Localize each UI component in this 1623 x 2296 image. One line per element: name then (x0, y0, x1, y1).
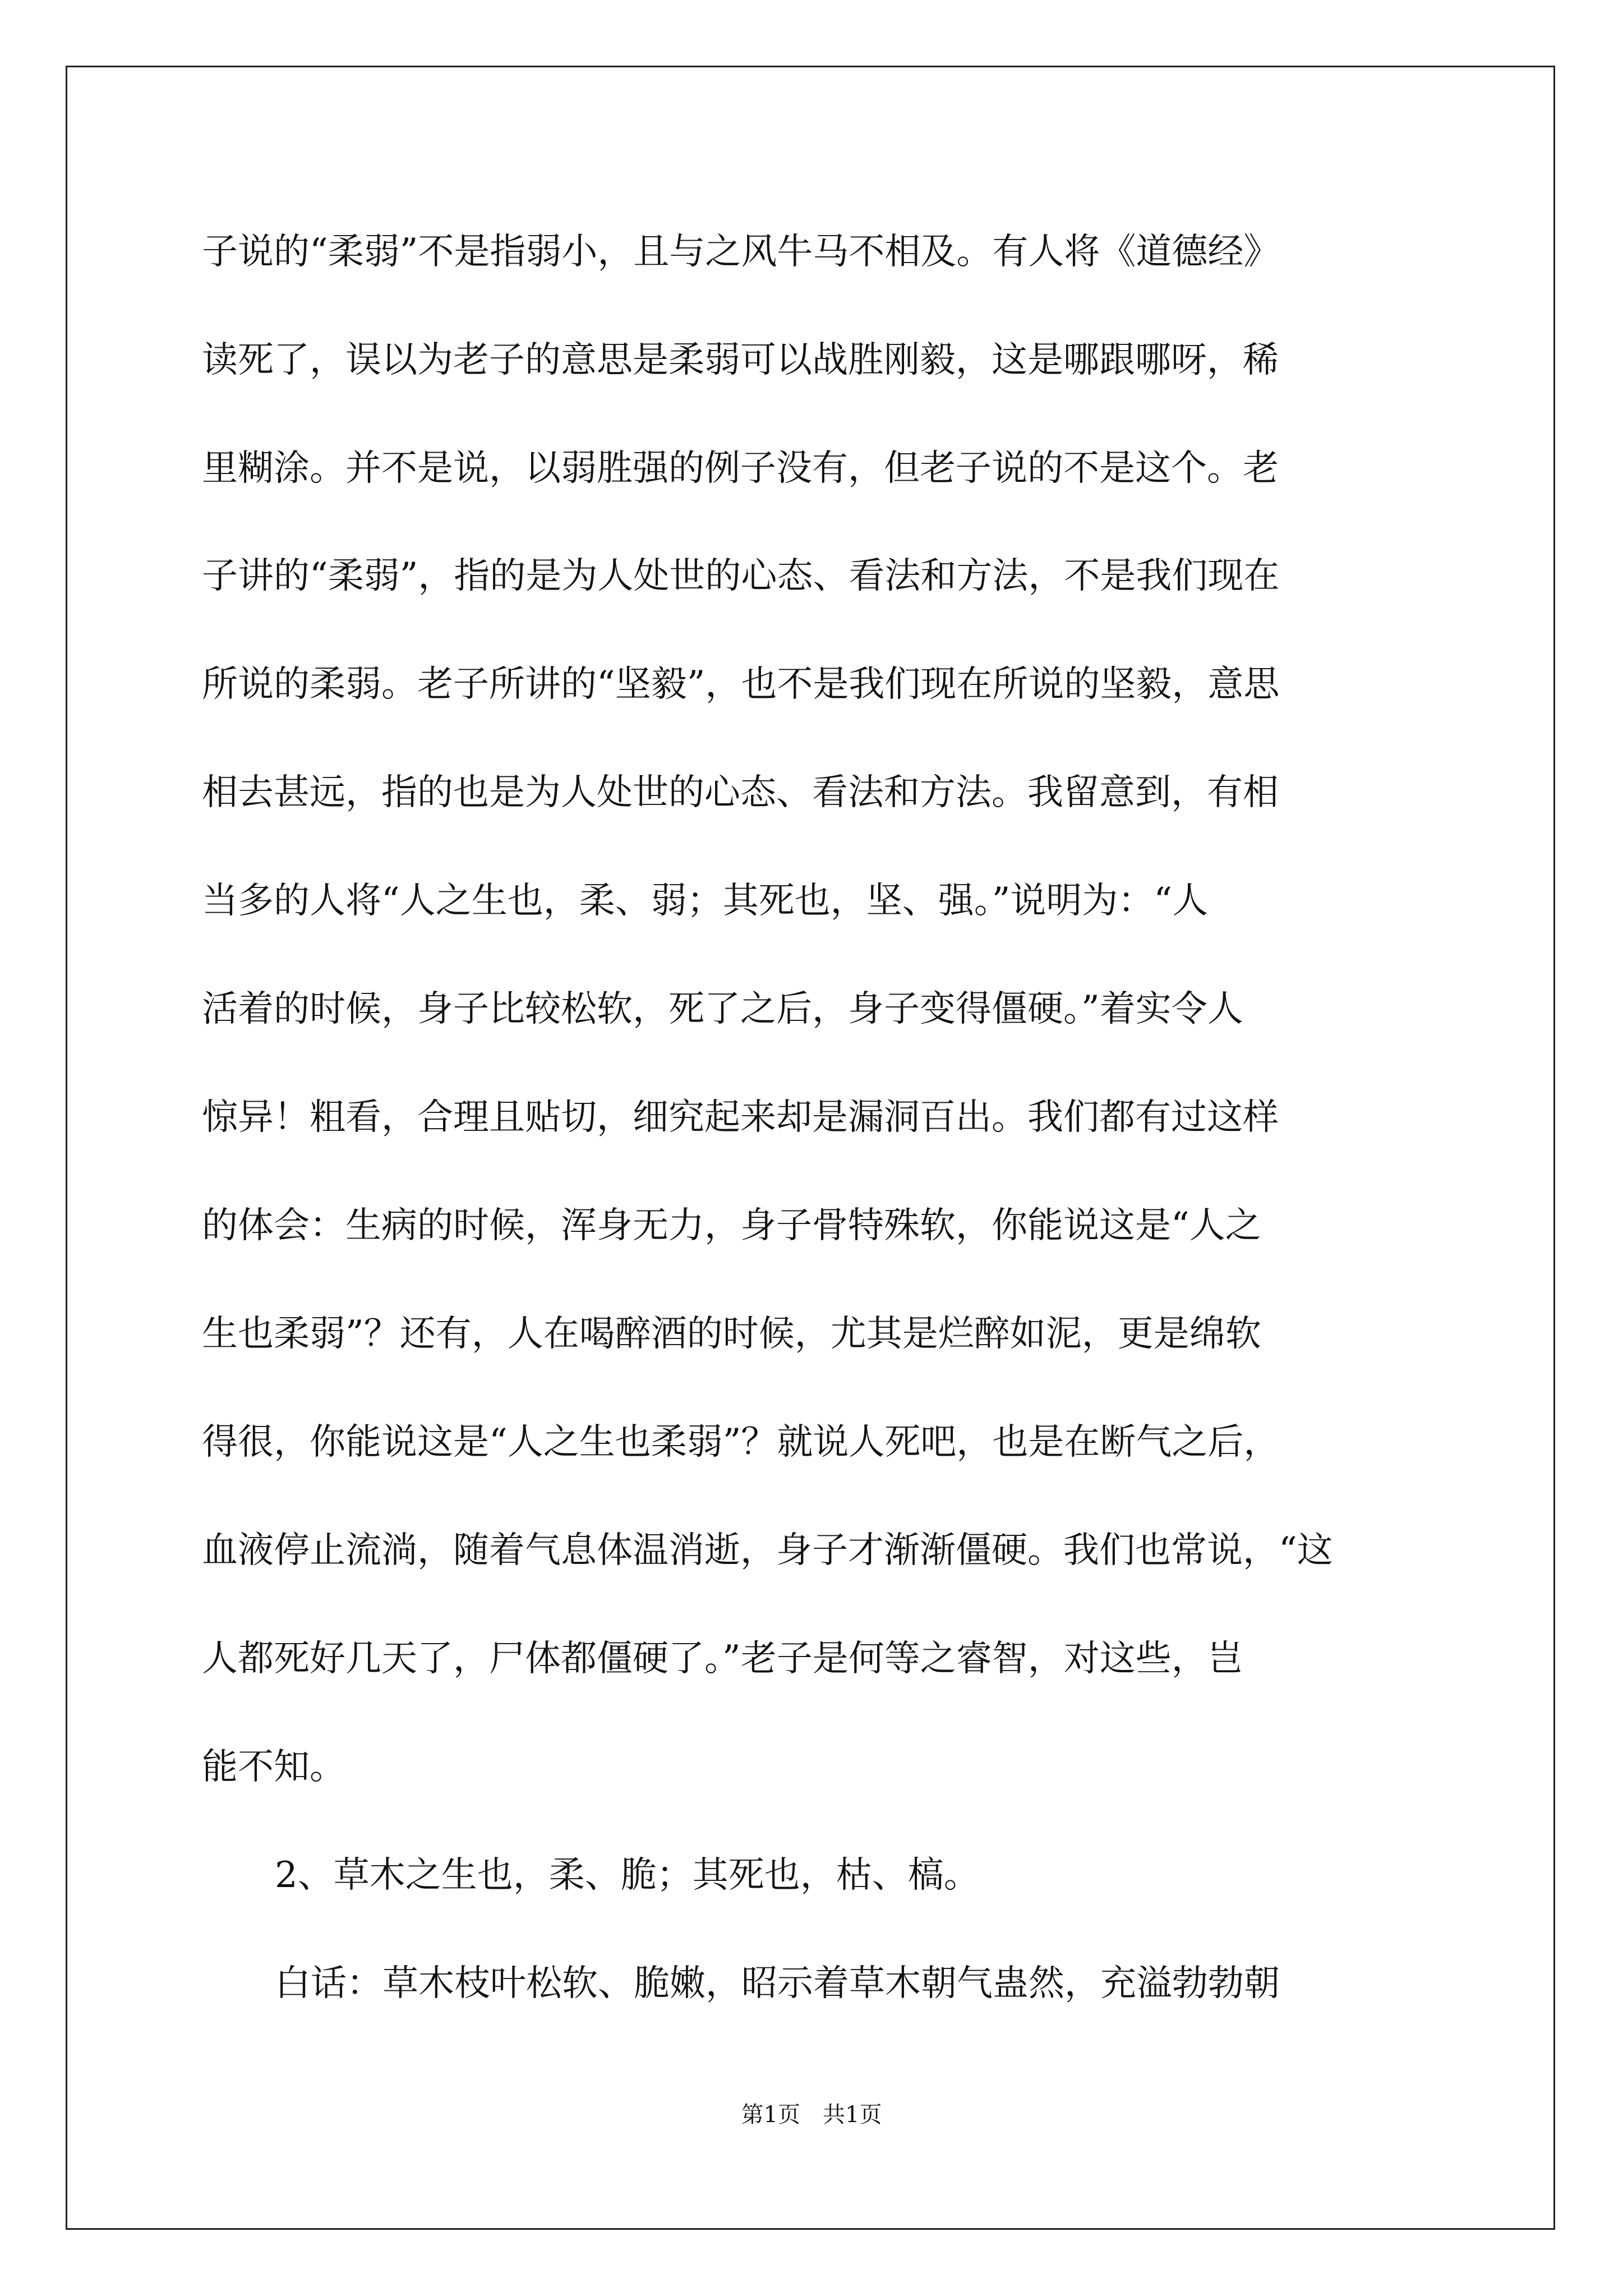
text-line-5: 所说的柔弱。老子所讲的“坚毅”，也不是我们现在所说的坚毅，意思 (202, 664, 1280, 705)
page-border (66, 66, 1555, 2230)
page-footer: 第1页 共1页 (741, 2102, 882, 2128)
text-line-15: 能不知。 (202, 1746, 345, 1788)
text-line-14: 人都死好几天了，尸体都僵硬了。”老子是何等之睿智，对这些，岂 (202, 1638, 1243, 1680)
text-line-4: 子讲的“柔弱”，指的是为人处世的心态、看法和方法，不是我们现在 (202, 555, 1280, 597)
text-line-3: 里糊涂。并不是说，以弱胜强的例子没有，但老子说的不是这个。老 (202, 448, 1279, 489)
text-line-6: 相去甚远，指的也是为人处世的心态、看法和方法。我留意到，有相 (202, 772, 1279, 813)
text-line-10: 的体会：生病的时候，浑身无力，身子骨特殊软，你能说这是“人之 (202, 1205, 1261, 1246)
text-line-12: 得很，你能说这是“人之生也柔弱”？就说人死吧，也是在断气之后， (202, 1421, 1280, 1463)
text-line-7: 当多的人将“人之生也，柔、弱；其死也，坚、强。”说明为：“人 (202, 880, 1209, 922)
text-line-9: 惊异！粗看，合理且贴切，细究起来却是漏洞百出。我们都有过这样 (202, 1097, 1279, 1138)
text-line-8: 活着的时候，身子比较松软，死了之后，身子变得僵硬。”着实令人 (202, 988, 1243, 1030)
text-line-17: 白话：草木枝叶松软、脆嫩，昭示着草木朝气蛊然，充溢勃勃朝 (275, 1963, 1280, 2004)
text-line-13: 血液停止流淌，随着气息体温消逝，身子才渐渐僵硬。我们也常说，“这 (202, 1530, 1333, 1571)
text-line-2: 读死了，误以为老子的意思是柔弱可以战胜刚毅，这是哪跟哪呀，稀 (202, 339, 1279, 381)
text-line-11: 生也柔弱”？还有，人在喝醉酒的时候，尤其是烂醉如泥，更是绵软 (202, 1313, 1261, 1355)
text-line-1: 子说的“柔弱”不是指弱小，且与之风牛马不相及。有人将《道德经》 (202, 231, 1280, 273)
text-line-16: 2、草木之生也，柔、脆；其死也，枯、槁。 (275, 1855, 980, 1896)
